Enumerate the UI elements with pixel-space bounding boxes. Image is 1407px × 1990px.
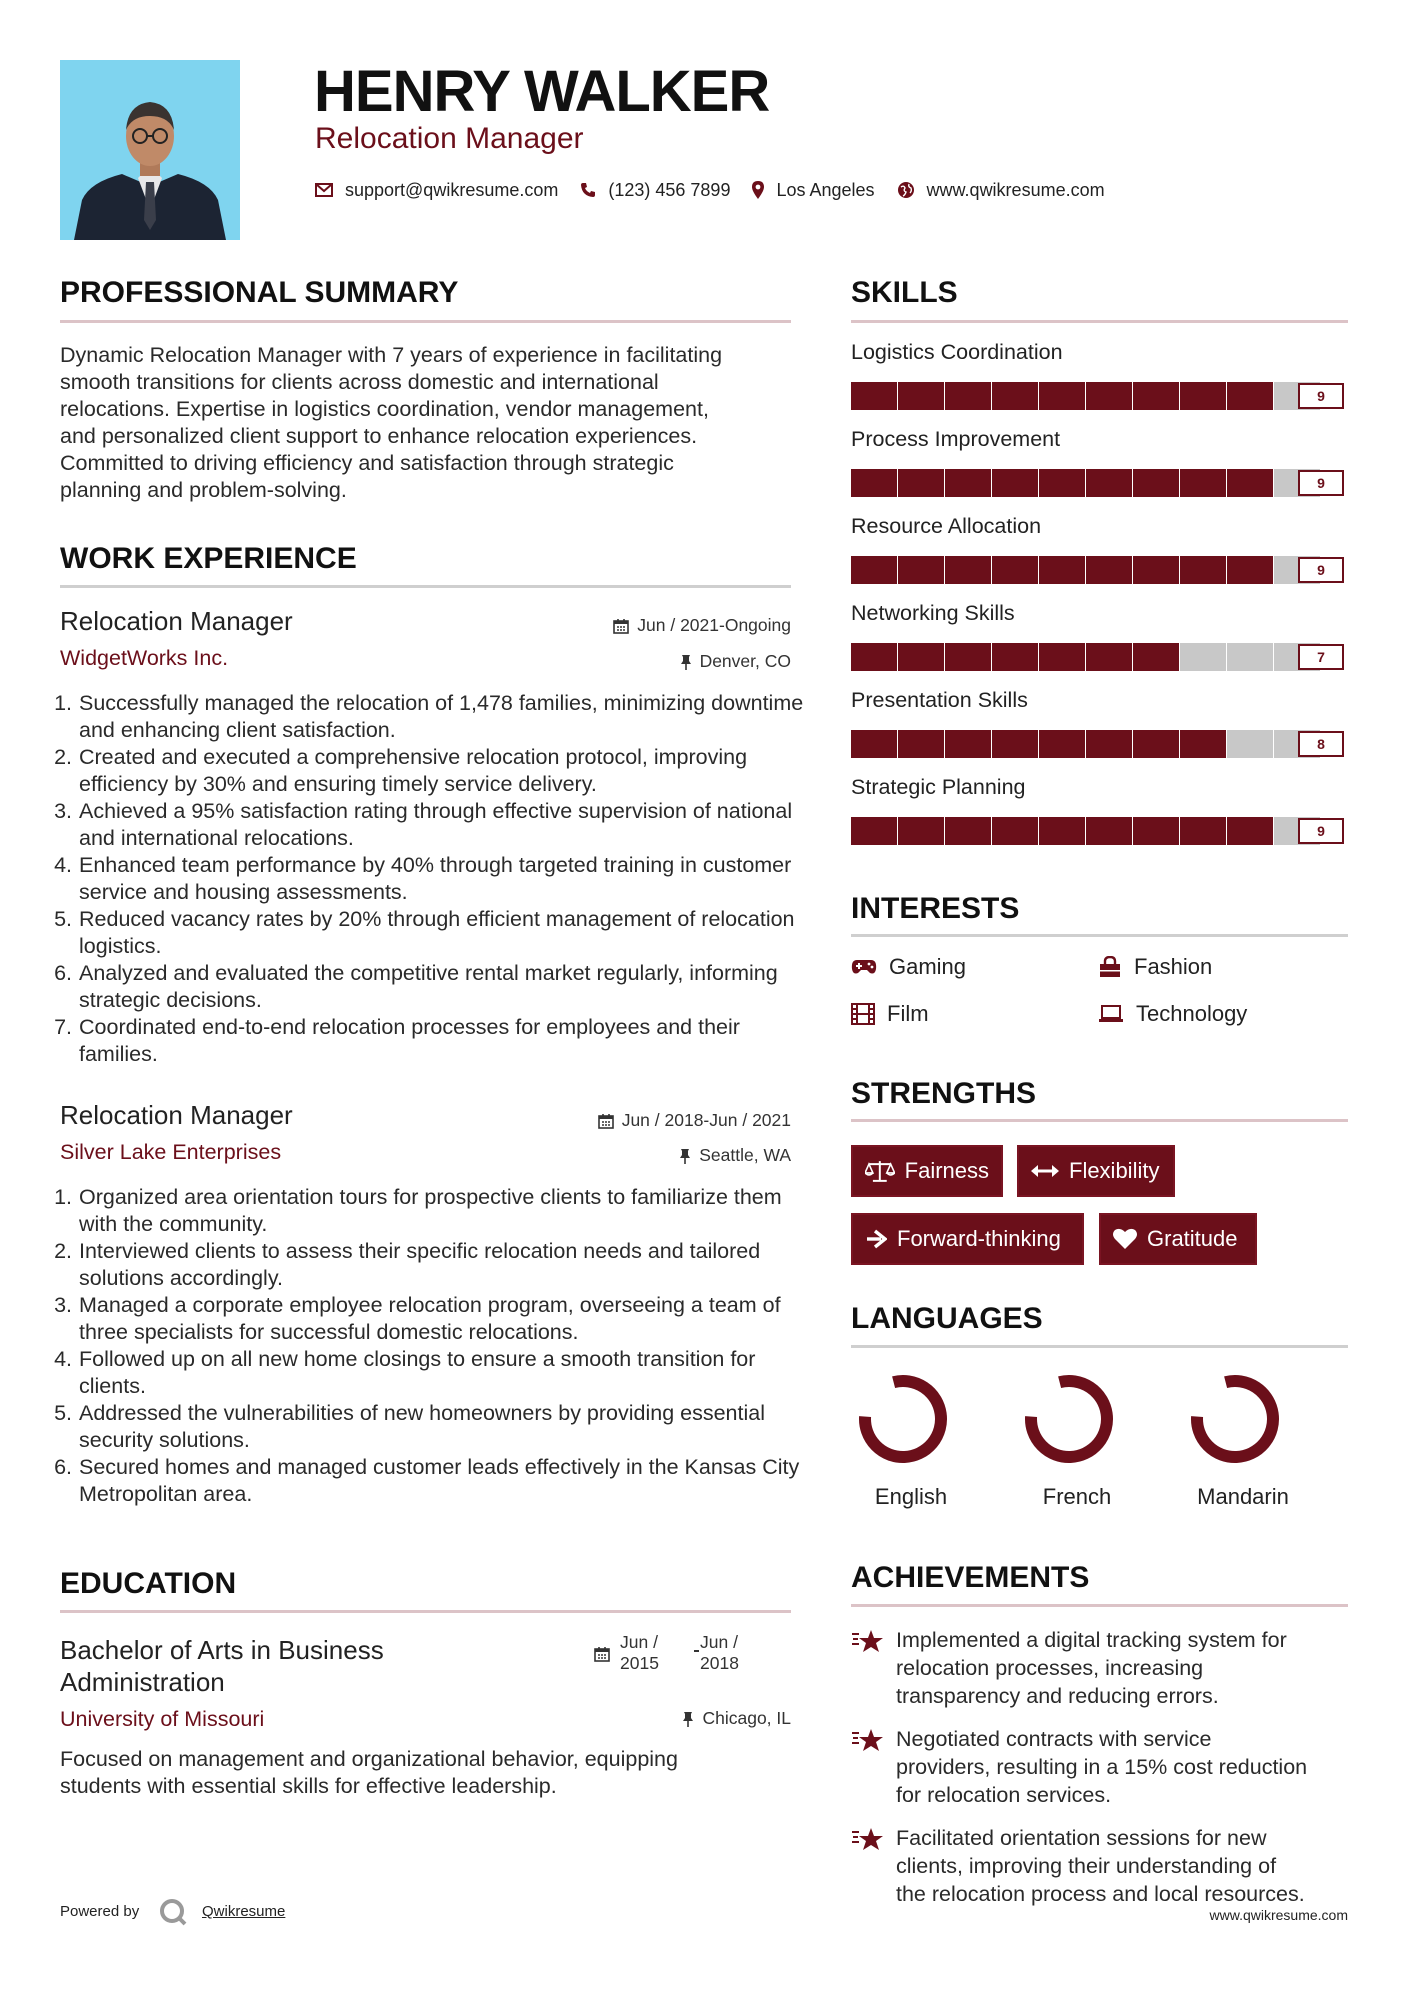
skill-bar: [851, 382, 1321, 410]
skill-bar-segment: [851, 817, 897, 845]
achievement-1: Implemented a digital tracking system for relocation processes, increasing transparency and reducing errors.: [896, 1628, 1287, 1708]
job-1-location: Denver, CO: [520, 651, 791, 672]
skill-score-badge: 9: [1298, 557, 1344, 583]
skill-bar-segment: [992, 643, 1038, 671]
skill-name: Logistics Coordination: [851, 340, 1063, 364]
list-item: 5. Addressed the vulnerabilities of new homeowners by providing essential security solutions.: [78, 1400, 818, 1454]
strength-forward-thinking: Forward-thinking: [851, 1213, 1084, 1265]
heart-icon: [1113, 1228, 1137, 1250]
list-item: 4. Enhanced team performance by 40% through targeted training in customer service and housing assessments.: [78, 852, 818, 906]
skill-bar-segment: [992, 730, 1038, 758]
skill-bar-segment: [945, 382, 991, 410]
skill-bar: [851, 730, 1321, 758]
list-item: 3. Managed a corporate employee relocation program, overseeing a team of three specialists for successful domestic relocations.: [78, 1292, 818, 1346]
balance-scale-icon: [865, 1159, 895, 1183]
work-divider: [60, 585, 791, 588]
strengths-heading: STRENGTHS: [851, 1077, 1037, 1110]
skill-name: Resource Allocation: [851, 514, 1042, 538]
interest-film: Film: [851, 1001, 929, 1027]
skill-bar-segment: [1039, 817, 1085, 845]
skill-bar-segment: [1039, 469, 1085, 497]
job-1-title: Relocation Manager: [60, 606, 293, 636]
skill-bar-segment: [898, 817, 944, 845]
skill-score-badge: 9: [1298, 470, 1344, 496]
location-text: Los Angeles: [776, 179, 875, 200]
job-2-title: Relocation Manager: [60, 1100, 293, 1130]
skill-bar-segment: [1227, 382, 1273, 410]
job-2-date: Jun / 2018-Jun / 2021: [520, 1110, 791, 1131]
degree-title: Bachelor of Arts in Business Administration: [60, 1635, 384, 1697]
arrows-horizontal-icon: [1031, 1163, 1059, 1179]
list-item: 5. Reduced vacancy rates by 20% through efficient management of relocation logistics.: [78, 906, 818, 960]
language-mandarin-gauge: [1187, 1371, 1283, 1467]
skill-bar-segment: [1086, 730, 1132, 758]
skill-bar-segment: [1039, 643, 1085, 671]
star-medal-icon: [851, 1826, 885, 1854]
achievement-3: Facilitated orientation sessions for new clients, improving their understanding of the relocation process and local resources.: [896, 1826, 1305, 1906]
brand-link[interactable]: Qwikresume: [202, 1903, 286, 1920]
skill-bar-segment: [1180, 382, 1226, 410]
language-french-arc: [1031, 1381, 1107, 1457]
skill-bar-segment: [1086, 817, 1132, 845]
list-item: 1. Organized area orientation tours for prospective clients to familiarize them with the community.: [78, 1184, 818, 1238]
skill-bar-segment: [898, 556, 944, 584]
skill-bar-segment: [1180, 643, 1226, 671]
pushpin-icon: [682, 1711, 694, 1727]
strength-gratitude: Gratitude: [1099, 1213, 1257, 1265]
skill-name: Strategic Planning: [851, 775, 1026, 799]
skill-bar-segment: [851, 469, 897, 497]
email-text: support@qwikresume.com: [345, 179, 559, 200]
shopping-bag-icon: [1098, 956, 1122, 978]
interests-heading: INTERESTS: [851, 892, 1020, 925]
calendar-icon: [594, 1646, 610, 1662]
skill-bar-segment: [992, 556, 1038, 584]
skill-bar-segment: [1180, 469, 1226, 497]
star-medal-icon: [851, 1727, 885, 1755]
skill-bar-segment: [992, 469, 1038, 497]
pushpin-icon: [680, 654, 692, 670]
skill-bar-segment: [1227, 730, 1273, 758]
skill-score-badge: 8: [1298, 731, 1344, 757]
strength-fairness: Fairness: [851, 1145, 1003, 1197]
skill-bar-segment: [1227, 643, 1273, 671]
education-description: Focused on management and organizational behavior, equipping students with essential skills for effective leadership.: [60, 1747, 678, 1798]
skill-bar-segment: [1133, 382, 1179, 410]
skill-bar-segment: [851, 730, 897, 758]
summary-divider: [60, 320, 791, 323]
job-1-company: WidgetWorks Inc.: [60, 646, 229, 670]
calendar-icon: [613, 618, 629, 634]
skill-bar-segment: [898, 382, 944, 410]
contact-phone[interactable]: [580, 180, 730, 201]
work-heading: WORK EXPERIENCE: [60, 542, 357, 575]
list-item: 4. Followed up on all new home closings to ensure a smooth transition for clients.: [78, 1346, 818, 1400]
language-english-label: English: [874, 1484, 948, 1509]
globe-icon: [897, 181, 915, 199]
skill-bar-segment: [1227, 556, 1273, 584]
skill-bar-segment: [1180, 730, 1226, 758]
skill-bar-segment: [945, 817, 991, 845]
language-mandarin-label: Mandarin: [1197, 1484, 1289, 1509]
job-1-date: Jun / 2021-Ongoing: [520, 615, 791, 636]
qwikresume-logo-icon: [158, 1897, 188, 1927]
skill-bar-segment: [851, 556, 897, 584]
skill-bar-segment: [1133, 469, 1179, 497]
education-heading: EDUCATION: [60, 1567, 237, 1600]
interest-fashion: Fashion: [1098, 954, 1212, 980]
skill-bar-segment: [851, 382, 897, 410]
skill-bar-segment: [1227, 469, 1273, 497]
pushpin-icon: [679, 1148, 691, 1164]
list-item: 6. Secured homes and managed customer leads effectively in the Kansas City Metropolitan area.: [78, 1454, 818, 1508]
skill-score-badge: 9: [1298, 818, 1344, 844]
skill-bar-segment: [1227, 817, 1273, 845]
job-2-bullets: [60, 1184, 818, 1508]
skill-bar-segment: [945, 643, 991, 671]
skill-bar-segment: [1086, 382, 1132, 410]
interest-gaming: Gaming: [851, 954, 966, 980]
list-item: 6. Analyzed and evaluated the competitive rental market regularly, informing strategic decisions.: [78, 960, 818, 1014]
summary-text: Dynamic Relocation Manager with 7 years of experience in facilitating smooth transitions for clients across domestic and international relocations. Expertise in logistics coordination, vendor management, and personalized client support to enhance relocation experiences. Committed to driving efficiency and satisfaction through strategic planning and problem-solving.: [60, 343, 723, 502]
skill-bar-segment: [1180, 556, 1226, 584]
skill-name: Presentation Skills: [851, 688, 1028, 712]
skill-bar-segment: [945, 469, 991, 497]
skill-bar-segment: [992, 382, 1038, 410]
achievements-divider: [851, 1604, 1348, 1607]
skill-bar-segment: [1086, 556, 1132, 584]
skill-bar: [851, 643, 1321, 671]
skill-bar-segment: [1133, 817, 1179, 845]
skill-bar-segment: [1039, 382, 1085, 410]
language-english-arc: [865, 1381, 941, 1457]
skill-score-badge: 7: [1298, 644, 1344, 670]
language-mandarin-arc: [1197, 1381, 1273, 1457]
languages-divider: [851, 1345, 1348, 1348]
skill-bar-segment: [898, 643, 944, 671]
contact-bar: [315, 178, 1127, 202]
footer-site[interactable]: www.qwikresume.com: [1209, 1907, 1348, 1923]
skill-bar-segment: [898, 469, 944, 497]
job-2-location: Seattle, WA: [520, 1145, 791, 1166]
laptop-icon: [1098, 1005, 1124, 1023]
language-french-label: French: [1042, 1484, 1112, 1509]
job-2-company: Silver Lake Enterprises: [60, 1140, 282, 1164]
arrow-right-icon: [865, 1229, 887, 1249]
profile-photo: [60, 60, 240, 240]
skill-bar-segment: [1180, 817, 1226, 845]
skill-bar: [851, 817, 1321, 845]
powered-by-label: Powered by: [60, 1903, 140, 1920]
contact-website[interactable]: [897, 180, 1105, 201]
achievement-2: Negotiated contracts with service providers, resulting in a 15% cost reduction for relocation services.: [896, 1727, 1308, 1807]
skill-bar-segment: [1039, 556, 1085, 584]
phone-text: (123) 456 7899: [608, 179, 731, 200]
education-dates: Jun / 2015 Jun / 2018: [594, 1632, 794, 1676]
contact-email[interactable]: [315, 180, 558, 201]
skill-bar-segment: [945, 556, 991, 584]
skill-bar-segment: [1133, 643, 1179, 671]
website-text: www.qwikresume.com: [926, 179, 1105, 200]
list-item: 3. Achieved a 95% satisfaction rating through effective supervision of national and international relocations.: [78, 798, 818, 852]
list-item: 2. Created and executed a comprehensive relocation protocol, improving efficiency by 30% and ensuring timely service delivery.: [78, 744, 818, 798]
education-divider: [60, 1610, 791, 1613]
achievements-heading: ACHIEVEMENTS: [851, 1561, 1090, 1594]
interest-technology: Technology: [1098, 1001, 1247, 1027]
strength-flexibility: Flexibility: [1017, 1145, 1175, 1197]
language-french-gauge: [1021, 1371, 1117, 1467]
phone-icon: [580, 182, 596, 198]
skill-bar: [851, 556, 1321, 584]
interests-divider: [851, 934, 1348, 937]
skill-name: Process Improvement: [851, 427, 1061, 451]
language-english-gauge: [855, 1371, 951, 1467]
skill-bar-segment: [1039, 730, 1085, 758]
star-medal-icon: [851, 1628, 885, 1656]
candidate-name: HENRY WALKER: [314, 59, 770, 124]
gamepad-icon: [851, 959, 877, 975]
skills-divider: [851, 320, 1348, 323]
strengths-divider: [851, 1119, 1348, 1122]
skills-heading: SKILLS: [851, 276, 958, 309]
skill-name: Networking Skills: [851, 601, 1015, 625]
school-name: University of Missouri: [60, 1707, 265, 1731]
skill-bar-segment: [945, 730, 991, 758]
list-item: 7. Coordinated end-to-end relocation processes for employees and their families.: [78, 1014, 818, 1068]
list-item: 2. Interviewed clients to assess their specific relocation needs and tailored solutions accordingly.: [78, 1238, 818, 1292]
skill-bar-segment: [1133, 730, 1179, 758]
map-pin-icon: [752, 181, 764, 199]
calendar-icon: [598, 1113, 614, 1129]
job-1-bullets: [60, 690, 818, 1068]
film-icon: [851, 1003, 875, 1025]
education-location: Chicago, IL: [520, 1708, 791, 1729]
skill-bar-segment: [1086, 643, 1132, 671]
skill-bar-segment: [851, 643, 897, 671]
skills-list: [851, 340, 1348, 860]
skill-bar-segment: [992, 817, 1038, 845]
candidate-title: Relocation Manager: [315, 122, 584, 155]
skill-score-badge: 9: [1298, 383, 1344, 409]
envelope-icon: [315, 183, 333, 197]
list-item: 1. Successfully managed the relocation of 1,478 families, minimizing downtime and enhancing client satisfaction.: [78, 690, 818, 744]
languages-heading: LANGUAGES: [851, 1302, 1043, 1335]
summary-heading: PROFESSIONAL SUMMARY: [60, 276, 459, 309]
skill-bar: [851, 469, 1321, 497]
contact-location: [752, 180, 874, 201]
skill-bar-segment: [898, 730, 944, 758]
skill-bar-segment: [1086, 469, 1132, 497]
skill-bar-segment: [1133, 556, 1179, 584]
